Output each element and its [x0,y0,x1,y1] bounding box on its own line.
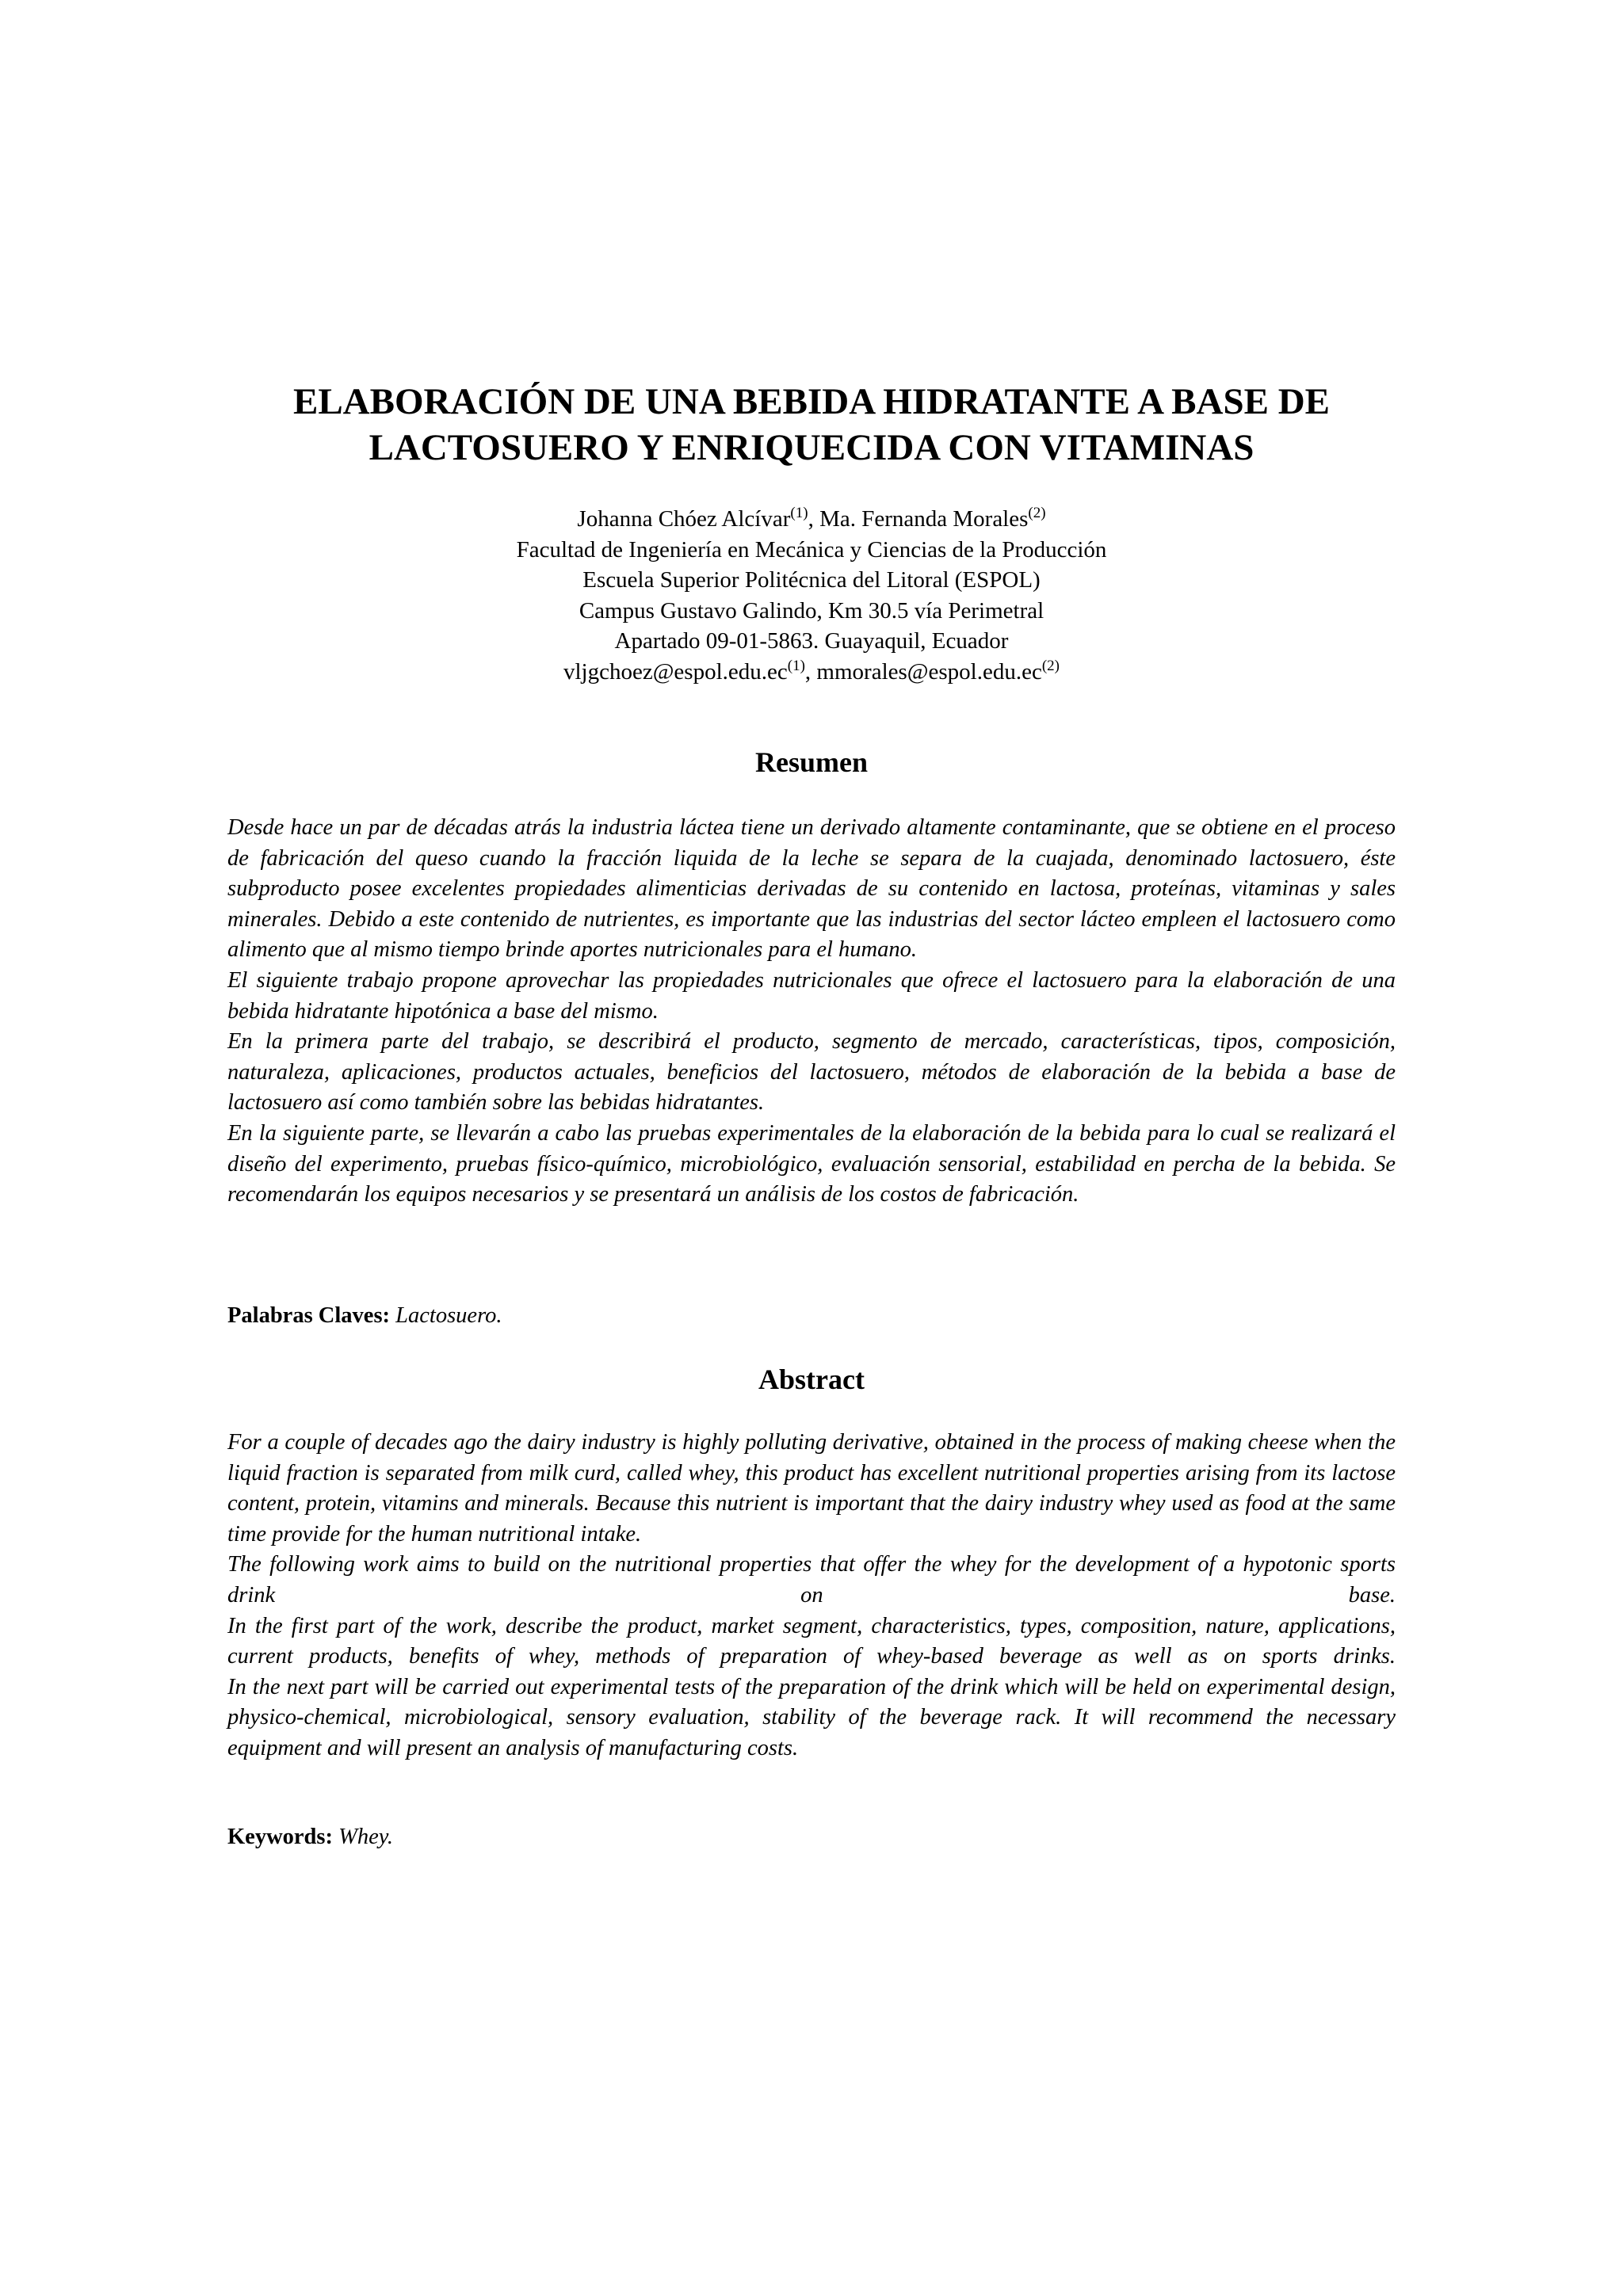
email-separator: , [804,658,817,685]
keywords-label: Palabras Claves: [227,1303,391,1328]
abstract-keywords [227,1822,1396,1852]
resumen-heading: Resumen [755,746,868,778]
abstract-paragraph: In the next part will be carried out experimental tests of the preparation of the drink which will be held on experimental design, physico-chemical, microbiological, sensory evaluation, stability of the beverage rack. It will recommend the necessary equipment and will present an analysis of manufacturing costs. [227,1674,1396,1760]
author-names [277,504,1346,535]
paper-title [198,379,1425,471]
email-2: mmorales@espol.edu.ec [816,658,1042,685]
keywords-value: Lactosuero. [390,1303,502,1328]
resumen-paragraph: El siguiente trabajo propone aprovechar las propiedades nutricionales que ofrece el lactosuero para la elaboración de una bebida hidratante hipotónica a base del mismo. [227,967,1396,1024]
author-separator: , [808,506,820,532]
resumen-keywords [227,1301,1396,1331]
resumen-paragraph: En la primera parte del trabajo, se describirá el producto, segmento de mercado, características, tipos, composición, naturaleza, aplicaciones, productos actuales, beneficios del lactosuero, métodos de elaboración de la bebida a base de lactosuero así como también sobre las bebidas hidratantes. [227,1029,1396,1116]
title-line-2: LACTOSUERO Y ENRIQUECIDA CON VITAMINAS [369,427,1254,468]
affiliation-line: Apartado 09-01-5863. Guayaquil, Ecuador [614,628,1009,654]
resumen-paragraph: En la siguiente parte, se llevarán a cabo las pruebas experimentales de la elaboración de la bebida para lo cual se realizará el diseño del experimento, pruebas físico-químico, microbiológico, evaluación sensorial, estabilidad en percha de la bebida. Se recomendarán los equipos necesarios y se presentará un análisis de los costos de fabricación. [227,1120,1396,1207]
keywords-label: Keywords: [227,1825,333,1849]
email-1-mark: (1) [787,657,805,674]
email-2-mark: (2) [1041,657,1060,674]
keywords-value: Whey. [332,1825,393,1849]
resumen-paragraph: Desde hace un par de décadas atrás la industria láctea tiene un derivado altamente contaminante, que se obtiene en el proceso de fabricación del queso cuando la fracción liquida de la leche se separa de la cuajada, denominado lactosuero, éste subproducto posee excelentes propiedades alimenticias derivadas de su contenido en lactosa, proteínas, vitaminas y sales minerales. Debido a este contenido de nutrientes, es importante que las industrias del sector lácteo empleen el lactosuero como alimento que al mismo tiempo brinde aportes nutricionales para el humano. [227,815,1396,963]
author-block [277,504,1346,687]
author-1: Johanna Chóez Alcívar [577,506,791,532]
author-emails [277,657,1346,688]
affiliation-line: Escuela Superior Politécnica del Litoral (ESPOL) [582,567,1041,593]
affiliation-line: Facultad de Ingeniería en Mecánica y Ciencias de la Producción [516,536,1107,563]
abstract-heading: Abstract [758,1363,865,1395]
title-line-1: ELABORACIÓN DE UNA BEBIDA HIDRATANTE A BASE DE [292,381,1330,422]
abstract-body [227,1428,1396,1764]
author-2-mark: (2) [1028,505,1046,521]
author-1-mark: (1) [790,505,808,521]
email-1: vljgchoez@espol.edu.ec [563,658,788,685]
abstract-paragraph: In the first part of the work, describe the product, market segment, characteristics, types, composition, nature, applications, current products, benefits of whey, methods of preparation of whey-based beverage as well as on sports drinks. [227,1613,1396,1669]
abstract-paragraph: For a couple of decades ago the dairy industry is highly polluting derivative, obtained in the process of making cheese when the liquid fraction is separated from milk curd, called whey, this product has excellent nutritional properties arising from its lactose content, protein, vitamins and minerals. Because this nutrient is important that the dairy industry whey used as food at the same time provide for the human nutritional intake. [227,1430,1396,1547]
author-2: Ma. Fernanda Morales [819,506,1029,532]
affiliation-line: Campus Gustavo Galindo, Km 30.5 vía Perimetral [579,597,1044,624]
resumen-body [227,813,1396,1211]
abstract-paragraph: The following work aims to build on the nutritional properties that offer the whey for the development of a hypotonic sports drink on base. [227,1552,1396,1608]
